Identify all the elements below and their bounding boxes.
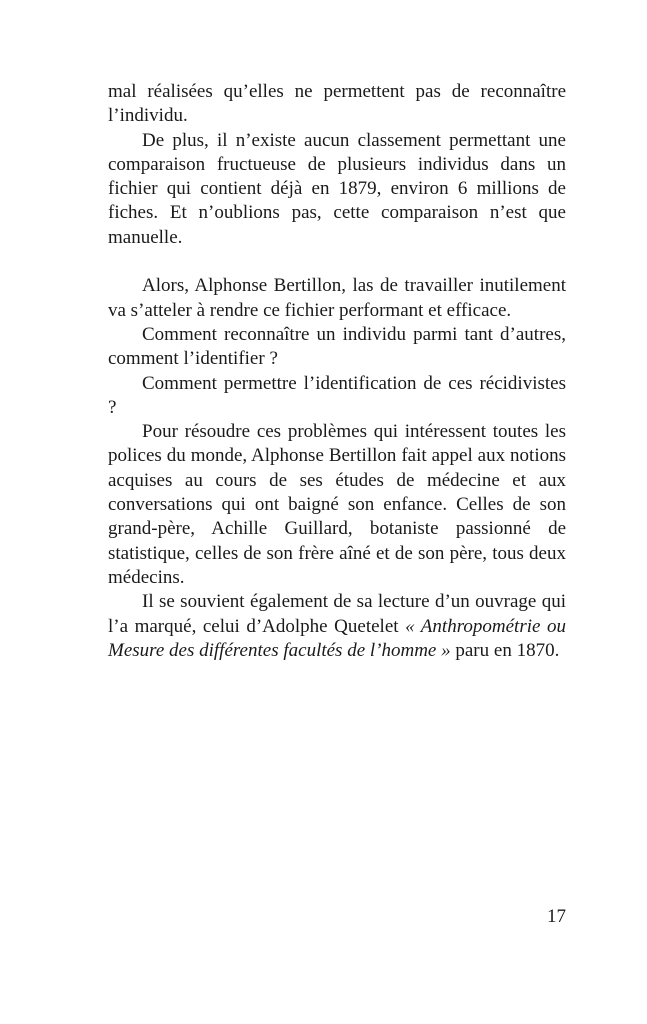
- body-text: [108, 80, 566, 663]
- paragraph-question-identify: Comment permettre l’identification de ces récidivistes ?: [108, 372, 566, 418]
- paragraph-solution: Pour résoudre ces problèmes qui intéressent toutes les polices du monde, Alphonse Bertillon fait appel aux notions acquises au cours de ses études de médecine et aux conversations qui ont baigné son enfance. Celles de son grand-père, Achille Guillard, botaniste passionné de statistique, celles de son frère aîné et de son père, tous deux médecins.: [108, 421, 566, 588]
- quetelet-text-before: Il se souvient également de sa lecture d’un ouvrage qui l’a marqué, celui d’Adolphe Quetelet: [108, 591, 566, 637]
- quetelet-text-after: paru en 1870.: [450, 639, 560, 661]
- paragraph-question-recognize: Comment reconnaître un individu parmi tant d’autres, comment l’identifier ?: [108, 323, 566, 370]
- paragraph-quetelet: [108, 590, 566, 663]
- paragraph-continuation: mal réalisées qu’elles ne permettent pas de reconnaître l’individu.: [108, 81, 566, 127]
- paragraph-bertillon: Alors, Alphonse Bertillon, las de travailler inutilement va s’atteler à rendre ce fichier performant et efficace.: [108, 275, 566, 321]
- paragraph-classification: De plus, il n’existe aucun classement permettant une comparaison fructueuse de plusieurs individus dans un fichier qui contient déjà en 1879, environ 6 millions de fiches. Et n’oublions pas, cette comparaison n’est que manuelle.: [108, 129, 566, 248]
- book-title: « Anthropométrie ou Mesure des différentes facultés de l’homme »: [108, 615, 566, 661]
- page-number: 17: [547, 906, 566, 927]
